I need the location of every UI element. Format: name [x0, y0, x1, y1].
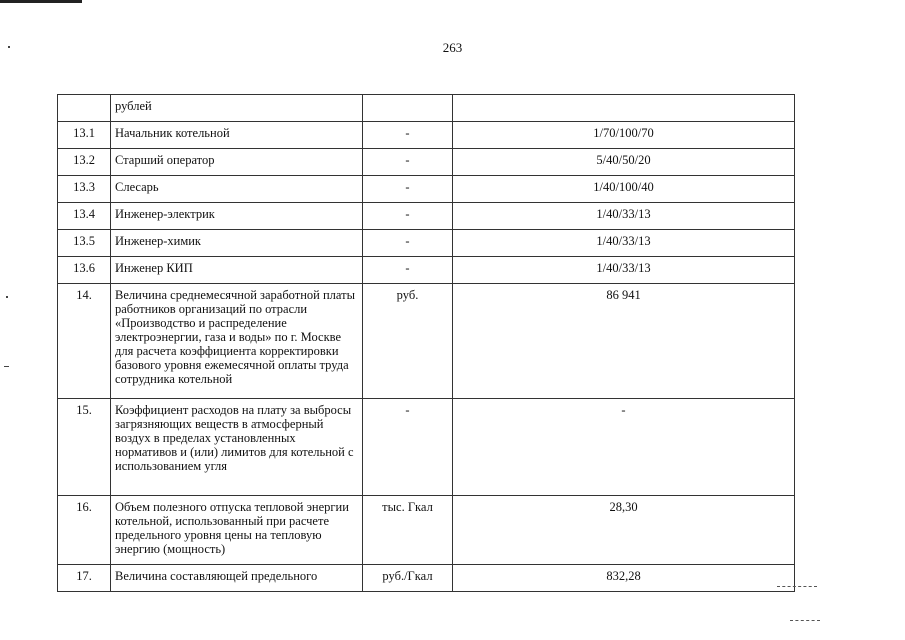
row-name: Инженер-химик — [111, 230, 363, 257]
row-number: 17. — [58, 565, 111, 592]
scan-speck — [6, 296, 8, 298]
row-number: 14. — [58, 284, 111, 399]
row-value: 5/40/50/20 — [453, 149, 795, 176]
row-value: 86 941 — [453, 284, 795, 399]
row-number: 16. — [58, 496, 111, 565]
row-unit: - — [363, 399, 453, 496]
row-unit: - — [363, 203, 453, 230]
scan-top-rule — [0, 0, 82, 3]
table-row — [58, 122, 795, 149]
row-name: Величина составляющей предельного — [111, 565, 363, 592]
row-number: 13.4 — [58, 203, 111, 230]
row-name: Величина среднемесячной заработной платы работников организаций по отрасли «Производство и распределение электроэнергии, газа и воды» по г. Москве для расчета коэффициента корректировки базового уровня ежемесячной оплаты труда сотрудника котельной — [111, 284, 363, 399]
table-row — [58, 257, 795, 284]
tariff-table — [57, 94, 795, 592]
row-value — [453, 95, 795, 122]
scan-speck — [4, 366, 9, 367]
row-name: Инженер-электрик — [111, 203, 363, 230]
table-row — [58, 565, 795, 592]
row-name: рублей — [111, 95, 363, 122]
table-row — [58, 399, 795, 496]
row-unit: - — [363, 122, 453, 149]
row-value: 1/40/33/13 — [453, 230, 795, 257]
row-value: 1/40/33/13 — [453, 257, 795, 284]
row-unit: руб. — [363, 284, 453, 399]
table-row — [58, 284, 795, 399]
row-value: 832,28 — [453, 565, 795, 592]
row-number: 13.2 — [58, 149, 111, 176]
row-value: 1/40/33/13 — [453, 203, 795, 230]
table-row — [58, 203, 795, 230]
scan-dash-mark — [790, 620, 820, 622]
row-number: 13.1 — [58, 122, 111, 149]
row-number — [58, 95, 111, 122]
row-value: - — [453, 399, 795, 496]
page-number: 263 — [442, 40, 463, 55]
row-unit: руб./Гкал — [363, 565, 453, 592]
row-unit: тыс. Гкал — [363, 496, 453, 565]
row-unit — [363, 95, 453, 122]
row-name: Инженер КИП — [111, 257, 363, 284]
row-name: Начальник котельной — [111, 122, 363, 149]
scan-dash-mark — [777, 586, 817, 588]
row-value: 28,30 — [453, 496, 795, 565]
row-name: Старший оператор — [111, 149, 363, 176]
row-unit: - — [363, 257, 453, 284]
row-number: 15. — [58, 399, 111, 496]
row-name: Объем полезного отпуска тепловой энергии котельной, использованный при расчете предельного уровня цены на тепловую энергию (мощность) — [111, 496, 363, 565]
table-row — [58, 496, 795, 565]
row-number: 13.6 — [58, 257, 111, 284]
table-row — [58, 176, 795, 203]
table-row — [58, 95, 795, 122]
row-value: 1/70/100/70 — [453, 122, 795, 149]
table-row — [58, 149, 795, 176]
row-value: 1/40/100/40 — [453, 176, 795, 203]
row-unit: - — [363, 149, 453, 176]
row-number: 13.5 — [58, 230, 111, 257]
row-name: Слесарь — [111, 176, 363, 203]
scan-speck — [8, 46, 10, 48]
row-unit: - — [363, 176, 453, 203]
row-unit: - — [363, 230, 453, 257]
row-number: 13.3 — [58, 176, 111, 203]
table-row — [58, 230, 795, 257]
row-name: Коэффициент расходов на плату за выбросы загрязняющих веществ в атмосферный воздух в пределах установленных нормативов и (или) лимитов для котельной с использованием угля — [111, 399, 363, 496]
